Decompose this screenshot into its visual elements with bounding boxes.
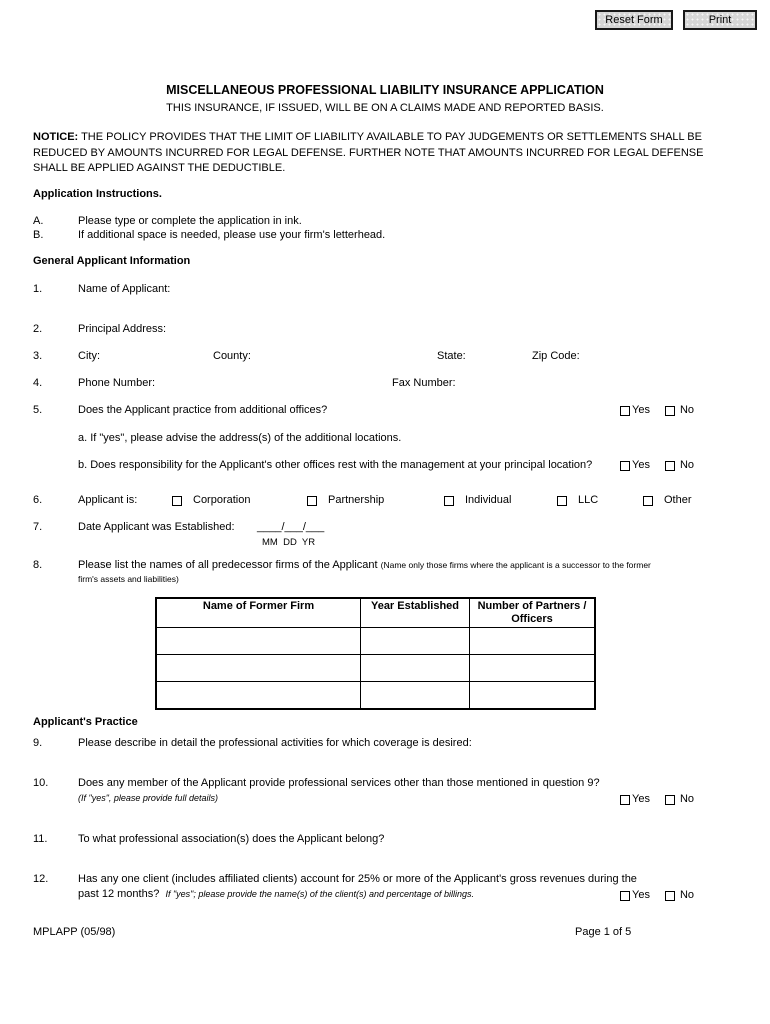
q10-label: Does any member of the Applicant provide professional services other than those mentioned in question 9? — [78, 777, 600, 789]
q4-row — [0, 377, 770, 392]
q5-no-option[interactable] — [665, 404, 694, 417]
table-header — [156, 598, 595, 628]
q6-option-corporation[interactable] — [172, 494, 250, 507]
q5a-row — [0, 432, 770, 447]
notice-text: THE POLICY PROVIDES THAT THE LIMIT OF LIABILITY AVAILABLE TO PAY JUDGEMENTS OR SETTLEMENTS SHALL BE REDUCED BY AMOUNTS INCURRED FOR LEGAL DEFENSE. FURTHER NOTE THAT AMOUNTS INCURRED FOR LEGAL DEFENSE SHALL BE APPLIED AGAINST THE DEDUCTIBLE. — [33, 131, 704, 174]
q12-no-option[interactable] — [665, 889, 694, 902]
q2-number: 2. — [33, 323, 43, 335]
q10-number: 10. — [33, 777, 49, 789]
table-cell-partners-2[interactable] — [470, 655, 596, 682]
q12-label-line2-text: past 12 months? — [78, 888, 160, 900]
table-row — [156, 655, 595, 682]
q4-fax-label: Fax Number: — [392, 377, 456, 389]
q7-number: 7. — [33, 521, 43, 533]
q5b-yes-checkbox-icon[interactable] — [620, 461, 630, 471]
table-cell-firm-1[interactable] — [156, 628, 361, 655]
q3-state-label: State: — [437, 350, 466, 362]
q8-label: Please list the names of all predecessor firms of the Applicant — [78, 559, 381, 571]
q3-zip-label: Zip Code: — [532, 350, 580, 362]
q5b-label: b. Does responsibility for the Applicant's other offices rest with the management at your principal location? — [78, 459, 593, 471]
q5b-no-option[interactable] — [665, 459, 694, 472]
notice-paragraph — [33, 130, 727, 177]
q5-no-checkbox-icon[interactable] — [665, 406, 675, 416]
table-cell-firm-3[interactable] — [156, 682, 361, 710]
q12-no-label: No — [679, 889, 695, 901]
q11-row — [0, 833, 770, 848]
q10-note-row — [0, 792, 770, 807]
q10-yes-no-group — [620, 793, 694, 806]
q6-other-checkbox-icon[interactable] — [643, 496, 653, 506]
section-heading-general-applicant-information: General Applicant Information — [33, 255, 191, 267]
q6-option-partnership[interactable] — [307, 494, 384, 507]
q12-note: If "yes"; please provide the name(s) of the client(s) and percentage of billings. — [165, 889, 475, 899]
table-cell-partners-1[interactable] — [470, 628, 596, 655]
q10-row — [0, 777, 770, 792]
q4-number: 4. — [33, 377, 43, 389]
general-heading-row — [0, 255, 770, 270]
q6-partnership-checkbox-icon[interactable] — [307, 496, 317, 506]
q12-yes-no-group — [620, 889, 694, 902]
q7-date-units: MM DD YR — [262, 537, 316, 548]
q6-llc-checkbox-icon[interactable] — [557, 496, 567, 506]
q5b-row — [0, 459, 770, 474]
q8-row — [0, 559, 770, 574]
q8-note-line2: firm's assets and liabilities) — [78, 574, 179, 584]
q5-row — [0, 404, 770, 419]
q6-llc-label: LLC — [578, 494, 599, 506]
q10-no-checkbox-icon[interactable] — [665, 795, 675, 805]
q8-number: 8. — [33, 559, 43, 571]
instruction-b-letter: B. — [33, 229, 44, 241]
q12-label-line2 — [78, 888, 474, 901]
q5b-yes-label: Yes — [632, 459, 650, 471]
section-heading-application-instructions: Application Instructions. — [33, 188, 162, 200]
q6-option-individual[interactable] — [444, 494, 511, 507]
instruction-item-b — [0, 229, 770, 244]
instruction-item-a — [0, 215, 770, 230]
q5a-label: a. If "yes", please advise the address(s) of the additional locations. — [78, 432, 402, 444]
notice-label: NOTICE: — [33, 131, 79, 143]
reset-form-button[interactable]: Reset Form — [595, 10, 673, 30]
q12-no-checkbox-icon[interactable] — [665, 891, 675, 901]
footer-row — [0, 926, 770, 941]
table-header-number-of-partners: Number of Partners / Officers — [470, 598, 596, 628]
q5-yes-checkbox-icon[interactable] — [620, 406, 630, 416]
q8-label-line — [78, 559, 651, 572]
q6-number: 6. — [33, 494, 43, 506]
q6-other-label: Other — [664, 494, 692, 506]
table-cell-year-2[interactable] — [361, 655, 470, 682]
footer-page-number: Page 1 of 5 — [575, 926, 632, 938]
table-header-name-of-former-firm: Name of Former Firm — [156, 598, 361, 628]
table-row — [156, 628, 595, 655]
q1-label: Name of Applicant: — [78, 283, 171, 295]
q9-label: Please describe in detail the professional activities for which coverage is desired: — [78, 737, 472, 749]
instruction-b-text: If additional space is needed, please use your firm's letterhead. — [78, 229, 386, 241]
q3-number: 3. — [33, 350, 43, 362]
q6-option-llc[interactable] — [557, 494, 598, 507]
q10-note: (If "yes", please provide full details) — [78, 793, 218, 803]
q7-date-blanks[interactable]: ____/___/___ — [257, 521, 325, 533]
q10-yes-checkbox-icon[interactable] — [620, 795, 630, 805]
q5-label: Does the Applicant practice from additional offices? — [78, 404, 328, 416]
section-heading-applicants-practice: Applicant's Practice — [33, 716, 138, 728]
q10-yes-label: Yes — [632, 793, 650, 805]
q8-note-row — [0, 573, 770, 588]
predecessor-firms-table — [155, 597, 596, 710]
q10-yes-option[interactable] — [620, 793, 650, 806]
print-button[interactable]: Print — [683, 10, 757, 30]
instruction-a-letter: A. — [33, 215, 44, 227]
q7-label: Date Applicant was Established: — [78, 521, 235, 533]
form-subtitle: THIS INSURANCE, IF ISSUED, WILL BE ON A CLAIMS MADE AND REPORTED BASIS. — [166, 102, 604, 114]
q6-row — [0, 494, 770, 509]
q2-label: Principal Address: — [78, 323, 167, 335]
q11-number: 11. — [33, 833, 48, 845]
table-cell-partners-3[interactable] — [470, 682, 596, 710]
q6-label: Applicant is: — [78, 494, 138, 506]
q1-row — [0, 283, 770, 298]
q12-row-line2 — [0, 888, 770, 903]
q6-individual-label: Individual — [465, 494, 512, 506]
table-row — [156, 682, 595, 710]
table-header-row — [156, 598, 595, 628]
q6-corporation-checkbox-icon[interactable] — [172, 496, 182, 506]
instructions-heading-row — [0, 188, 770, 203]
q12-yes-option[interactable] — [620, 889, 650, 902]
q9-number: 9. — [33, 737, 43, 749]
table-cell-year-1[interactable] — [361, 628, 470, 655]
q6-individual-checkbox-icon[interactable] — [444, 496, 454, 506]
q10-no-label: No — [679, 793, 695, 805]
q2-row — [0, 323, 770, 338]
form-title: MISCELLANEOUS PROFESSIONAL LIABILITY INSURANCE APPLICATION — [166, 83, 604, 97]
q7-units-row — [0, 536, 770, 551]
footer-form-number: MPLAPP (05/98) — [33, 926, 116, 938]
q5b-yes-no-group — [620, 459, 694, 472]
table-cell-year-3[interactable] — [361, 682, 470, 710]
q3-row — [0, 350, 770, 365]
q11-label: To what professional association(s) does the Applicant belong? — [78, 833, 385, 845]
q4-phone-label: Phone Number: — [78, 377, 156, 389]
q5b-yes-option[interactable] — [620, 459, 650, 472]
q6-partnership-label: Partnership — [328, 494, 385, 506]
q5-yes-no-group — [620, 404, 694, 417]
q5-yes-label: Yes — [632, 404, 650, 416]
q5-yes-option[interactable] — [620, 404, 650, 417]
q8-note-line1: (Name only those firms where the applicant is a successor to the former — [380, 560, 651, 570]
practice-heading-row — [0, 716, 770, 731]
q3-county-label: County: — [213, 350, 251, 362]
q12-yes-checkbox-icon[interactable] — [620, 891, 630, 901]
table-header-year-established: Year Established — [361, 598, 470, 628]
q5-no-label: No — [679, 404, 695, 416]
q6-corporation-label: Corporation — [193, 494, 251, 506]
q3-city-label: City: — [78, 350, 100, 362]
q6-option-other[interactable] — [643, 494, 692, 507]
q10-no-option[interactable] — [665, 793, 694, 806]
table-cell-firm-2[interactable] — [156, 655, 361, 682]
q12-number: 12. — [33, 873, 49, 885]
q12-yes-label: Yes — [632, 889, 650, 901]
q12-row — [0, 873, 770, 888]
q5-number: 5. — [33, 404, 43, 416]
q5b-no-checkbox-icon[interactable] — [665, 461, 675, 471]
q5b-no-label: No — [679, 459, 695, 471]
q1-number: 1. — [33, 283, 43, 295]
q7-row — [0, 521, 770, 536]
instruction-a-text: Please type or complete the application in ink. — [78, 215, 302, 227]
q12-label-line1: Has any one client (includes affiliated clients) account for 25% or more of the Applicant's gross revenues during the — [78, 873, 637, 885]
q9-row — [0, 737, 770, 752]
